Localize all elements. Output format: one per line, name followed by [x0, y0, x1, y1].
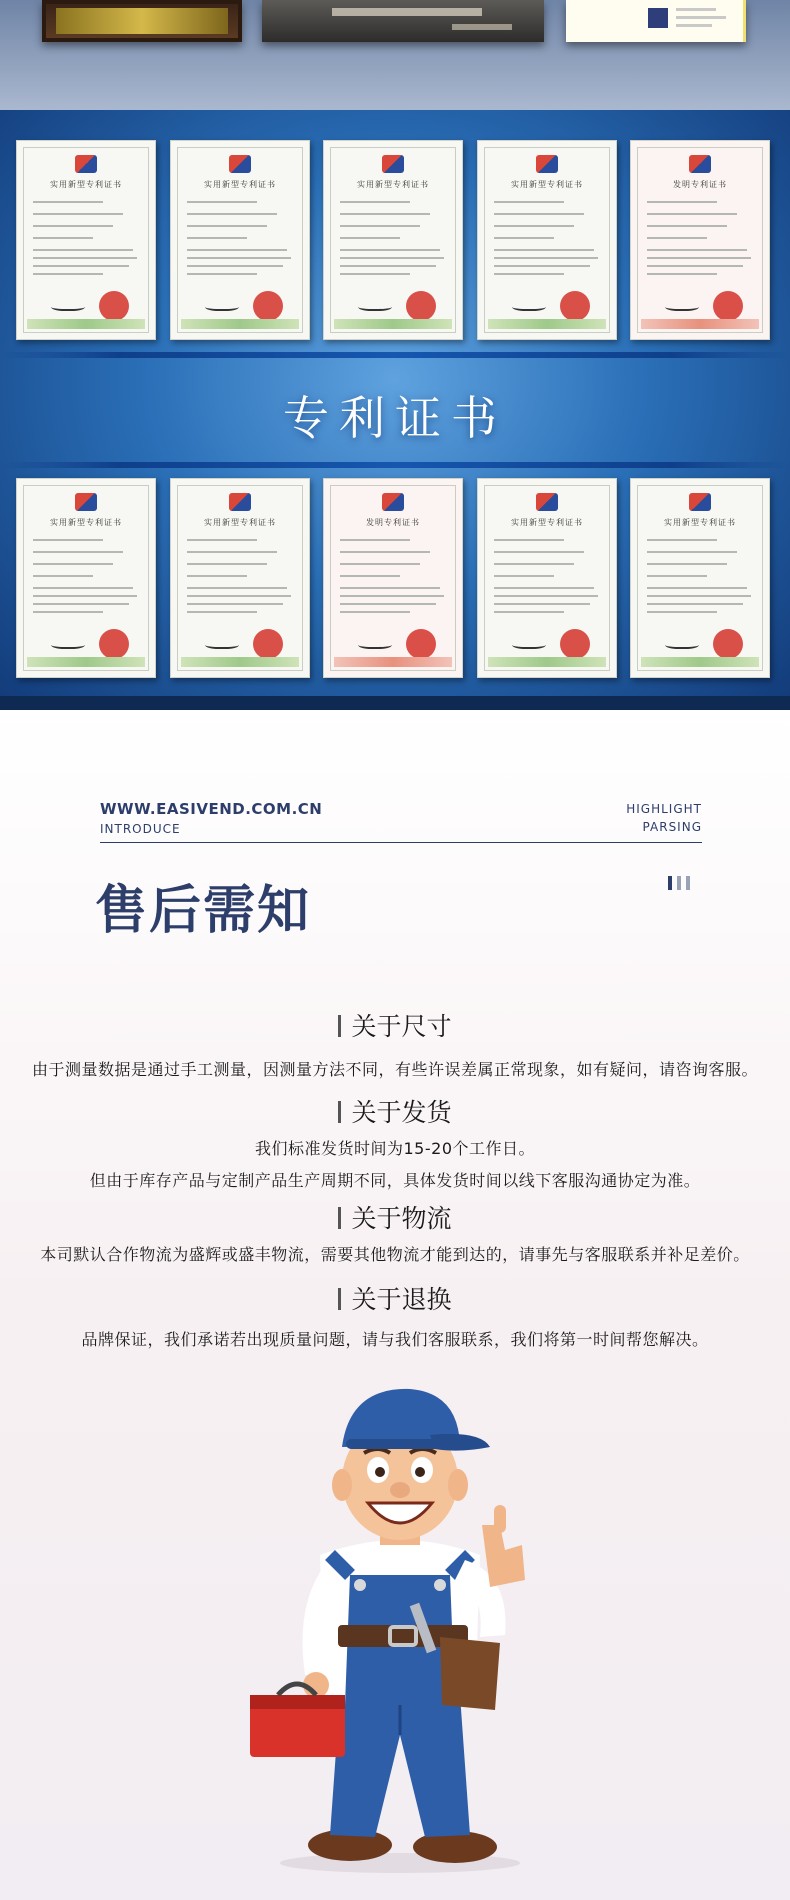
certificate-title: 发明专利证书 — [366, 518, 420, 527]
patent-emblem-icon — [689, 493, 711, 511]
signature — [512, 301, 546, 311]
red-seal-icon — [99, 291, 129, 321]
patent-certificate — [630, 140, 770, 340]
patent-emblem-icon — [536, 493, 558, 511]
certificate-logo-icon — [648, 8, 668, 28]
signature — [358, 301, 392, 311]
shipping-heading: 关于发货 — [0, 1093, 790, 1129]
red-seal-icon — [713, 629, 743, 659]
certificate-title: 发明专利证书 — [673, 180, 727, 189]
patent-emblem-icon — [229, 155, 251, 173]
awards-strip — [0, 0, 790, 110]
signature — [51, 639, 85, 649]
patent-certificate — [630, 478, 770, 678]
patent-certificate — [170, 478, 310, 678]
patent-certificate — [323, 140, 463, 340]
logistics-heading: 关于物流 — [0, 1199, 790, 1235]
signature — [205, 301, 239, 311]
red-seal-icon — [406, 291, 436, 321]
signature — [205, 639, 239, 649]
patent-certificate — [16, 140, 156, 340]
certificate-title: 实用新型专利证书 — [664, 518, 736, 527]
patent-certificates-panel — [0, 110, 790, 710]
certificate-title: 实用新型专利证书 — [511, 518, 583, 527]
panel-bottom-bar — [0, 696, 790, 710]
size-heading: 关于尺寸 — [0, 1007, 790, 1043]
highlight-label: HIGHLIGHT — [626, 802, 702, 816]
patent-certificate — [170, 140, 310, 340]
patent-emblem-icon — [75, 155, 97, 173]
certificate-title: 实用新型专利证书 — [50, 518, 122, 527]
signature — [358, 639, 392, 649]
patent-emblem-icon — [75, 493, 97, 511]
patent-certificate — [323, 478, 463, 678]
shipping-text-1: 我们标准发货时间为15-20个工作日。 — [255, 1139, 535, 1158]
site-url: WWW.EASIVEND.COM.CN — [100, 800, 323, 818]
red-seal-icon — [560, 629, 590, 659]
header-divider — [100, 842, 702, 843]
certificate-title: 实用新型专利证书 — [357, 180, 429, 189]
divider-band — [0, 352, 790, 358]
certificate-title: 实用新型专利证书 — [50, 180, 122, 189]
patent-certificate — [477, 478, 617, 678]
patent-emblem-icon — [536, 155, 558, 173]
certificate-title: 实用新型专利证书 — [511, 180, 583, 189]
red-seal-icon — [713, 291, 743, 321]
award-certificate-white — [566, 0, 746, 42]
certificate-title: 实用新型专利证书 — [204, 180, 276, 189]
after-sales-section — [0, 710, 790, 1900]
patent-section-title: 专利证书 — [283, 391, 507, 445]
certificate-title: 实用新型专利证书 — [204, 518, 276, 527]
red-seal-icon — [406, 629, 436, 659]
signature — [51, 301, 85, 311]
repair-worker-illustration — [250, 1375, 550, 1875]
patent-emblem-icon — [382, 493, 404, 511]
introduce-label: INTRODUCE — [100, 822, 181, 836]
award-plaque-dark — [262, 0, 544, 42]
signature — [665, 639, 699, 649]
bars-icon — [668, 875, 695, 894]
patent-emblem-icon — [229, 493, 251, 511]
size-text: 由于测量数据是通过手工测量，因测量方法不同，有些许误差属正常现象，如有疑问，请咨询客服。 — [31, 1060, 758, 1079]
parsing-label: PARSING — [642, 820, 702, 834]
patent-certificate — [477, 140, 617, 340]
signature — [665, 301, 699, 311]
red-seal-icon — [253, 629, 283, 659]
award-plaque-gold — [42, 0, 242, 42]
after-sales-heading: 售后需知 — [95, 881, 312, 941]
red-seal-icon — [253, 291, 283, 321]
red-seal-icon — [560, 291, 590, 321]
patent-emblem-icon — [382, 155, 404, 173]
patent-emblem-icon — [689, 155, 711, 173]
returns-heading: 关于退换 — [0, 1280, 790, 1316]
red-seal-icon — [99, 629, 129, 659]
shipping-text-2: 但由于库存产品与定制产品生产周期不同，具体发货时间以线下客服沟通协定为准。 — [89, 1171, 701, 1190]
signature — [512, 639, 546, 649]
divider-band — [0, 462, 790, 468]
returns-text: 品牌保证，我们承诺若出现质量问题，请与我们客服联系，我们将第一时间帮您解决。 — [81, 1330, 709, 1349]
patent-certificate — [16, 478, 156, 678]
logistics-text: 本司默认合作物流为盛辉或盛丰物流，需要其他物流才能到达的，请事先与客服联系并补足差价。 — [40, 1245, 750, 1264]
